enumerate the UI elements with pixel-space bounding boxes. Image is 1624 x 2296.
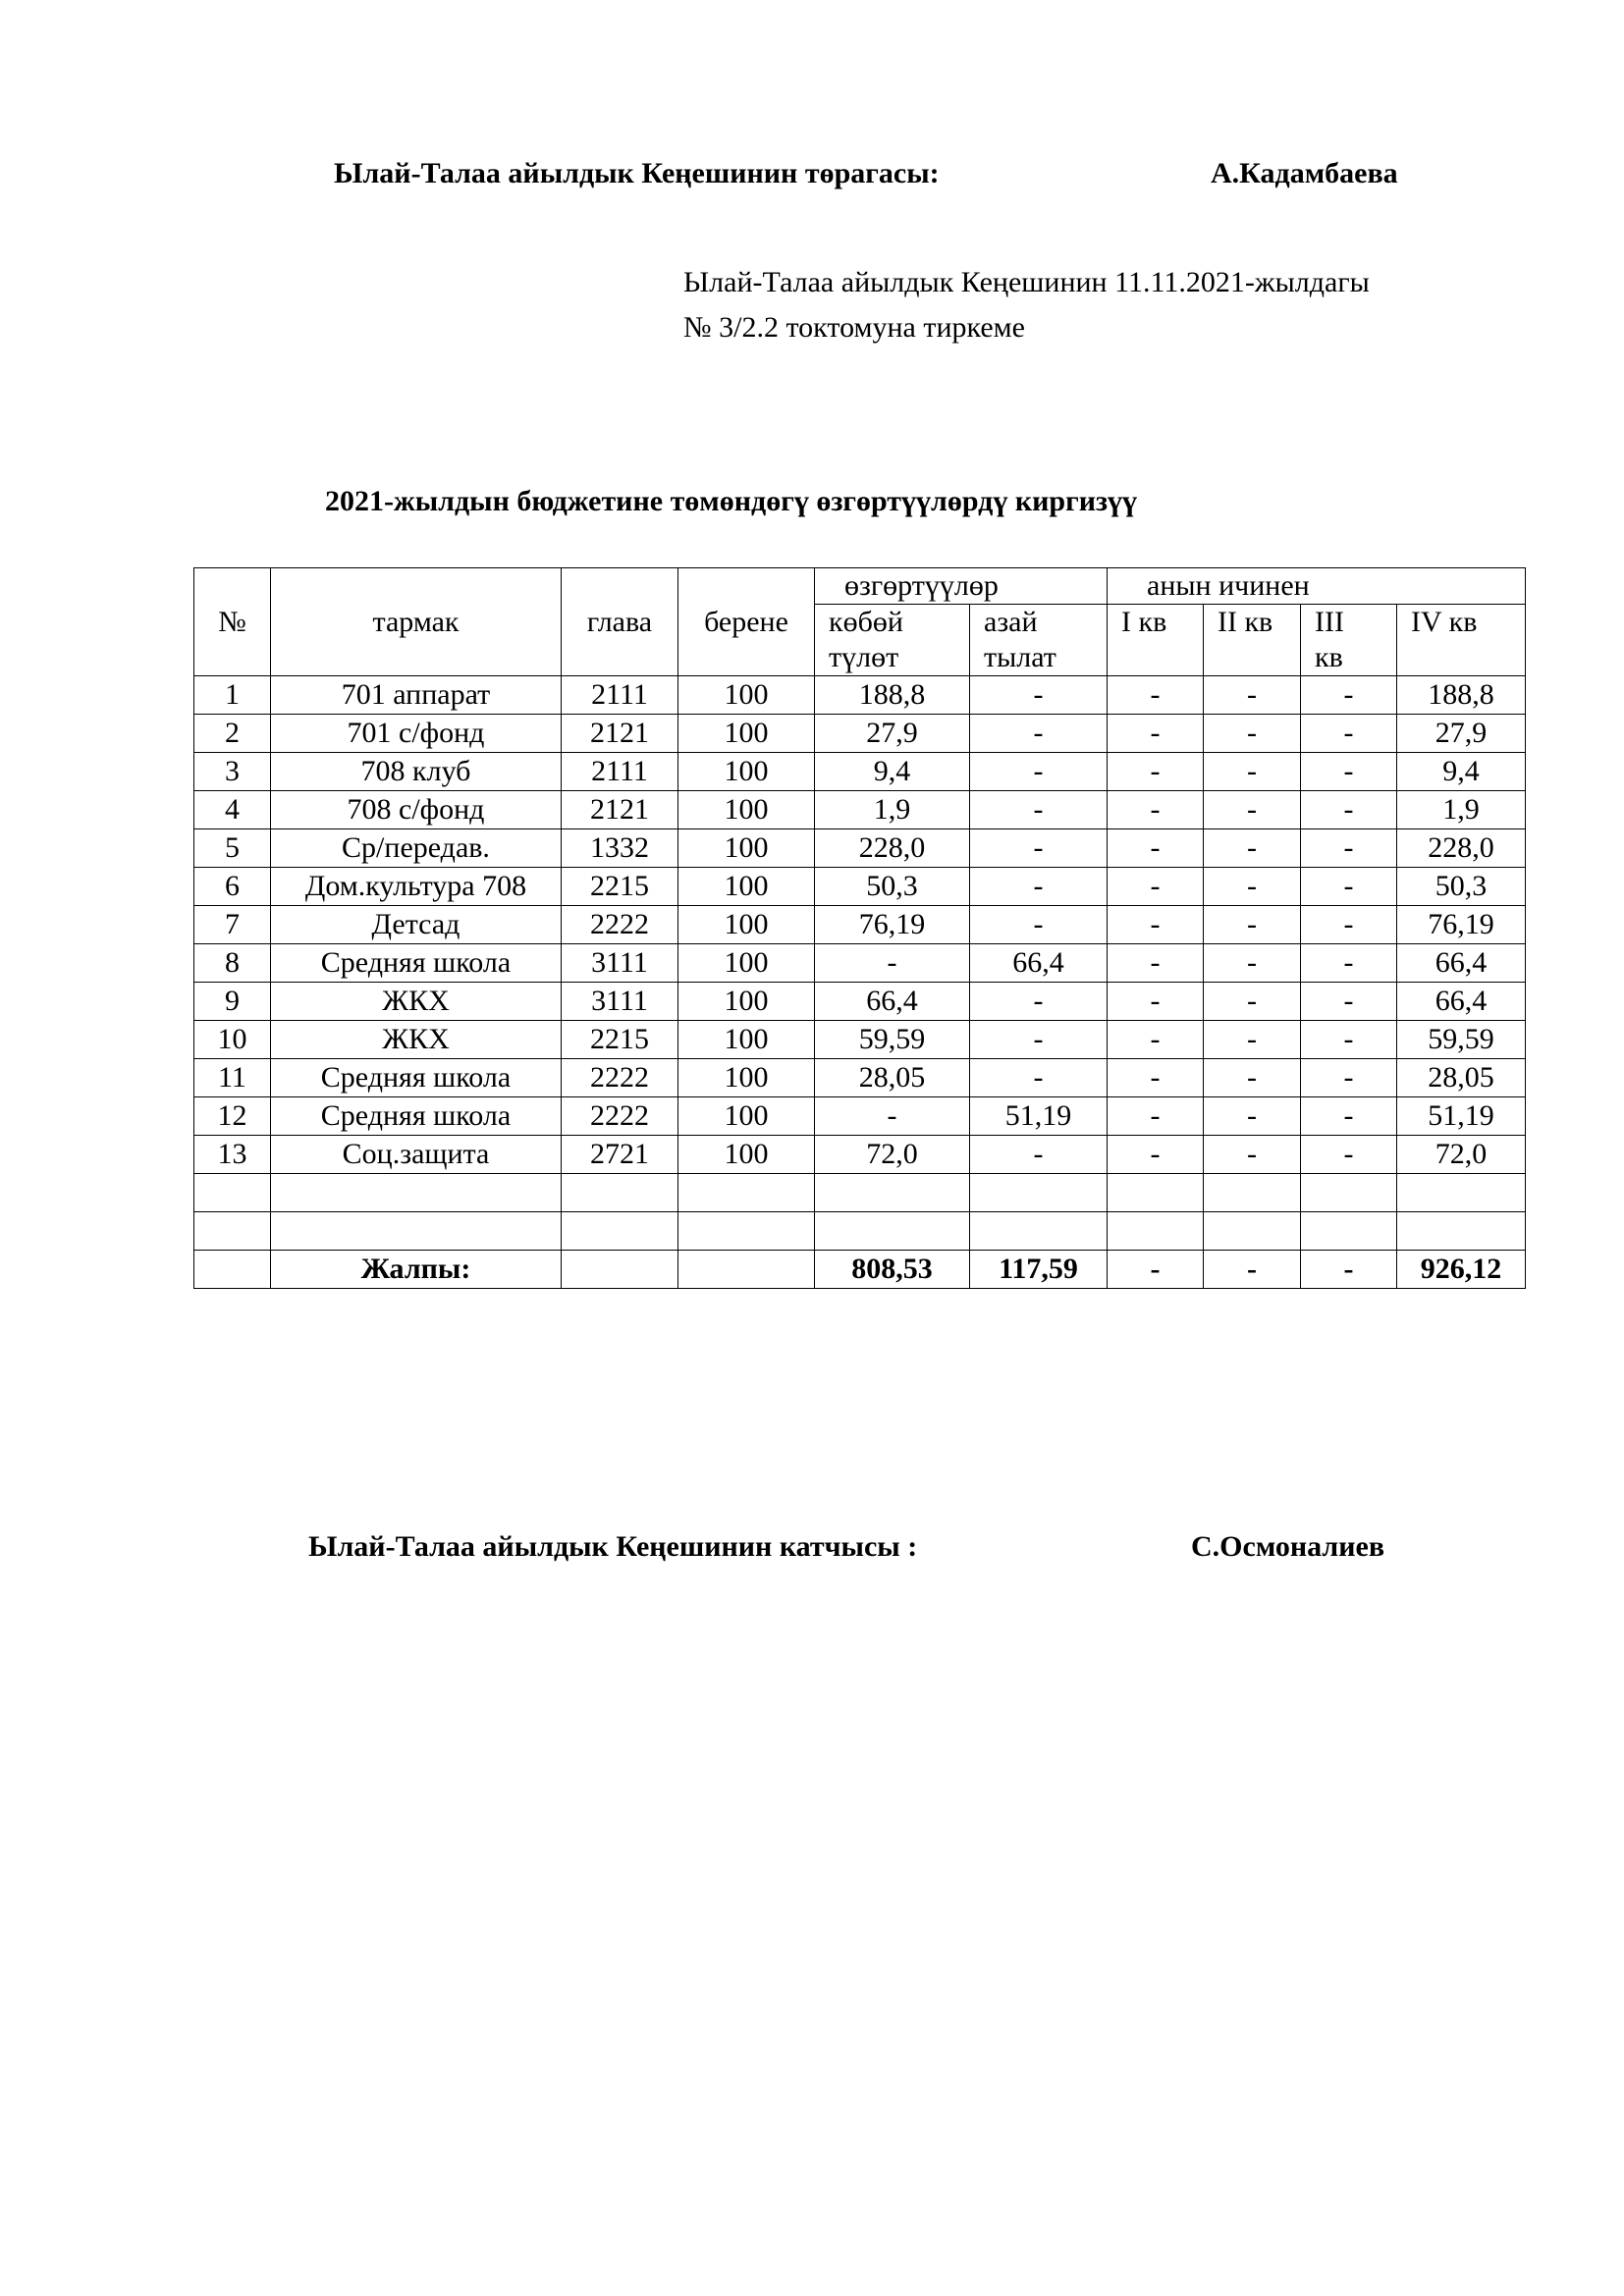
cell-increase: - xyxy=(815,1097,970,1136)
cell-q1: - xyxy=(1108,676,1204,715)
header-chapter: глава xyxy=(562,568,678,676)
cell-num: 10 xyxy=(194,1021,271,1059)
table-row xyxy=(194,944,1526,983)
cell-chapter: 2121 xyxy=(562,715,678,753)
cell-q1: - xyxy=(1108,753,1204,791)
empty-row xyxy=(194,1174,1526,1212)
cell-decrease: - xyxy=(970,791,1108,829)
cell-article: 100 xyxy=(678,1021,815,1059)
cell-increase: 9,4 xyxy=(815,753,970,791)
cell-q1: - xyxy=(1108,1097,1204,1136)
cell-q1: - xyxy=(1108,944,1204,983)
cell-q4: 72,0 xyxy=(1397,1136,1526,1174)
cell-q3: - xyxy=(1301,753,1397,791)
cell-q2: - xyxy=(1204,868,1301,906)
cell-increase: 27,9 xyxy=(815,715,970,753)
total-decrease: 117,59 xyxy=(970,1251,1108,1289)
cell-increase: 228,0 xyxy=(815,829,970,868)
cell-chapter: 2111 xyxy=(562,753,678,791)
cell-chapter: 2121 xyxy=(562,791,678,829)
cell-article: 100 xyxy=(678,944,815,983)
cell-chapter: 1332 xyxy=(562,829,678,868)
cell-q2: - xyxy=(1204,676,1301,715)
cell-branch: Дом.культура 708 xyxy=(271,868,562,906)
cell-num: 6 xyxy=(194,868,271,906)
total-q2: - xyxy=(1204,1251,1301,1289)
header-decrease-line1: азай xyxy=(984,606,1038,638)
cell-q2: - xyxy=(1204,1136,1301,1174)
cell-q4: 28,05 xyxy=(1397,1059,1526,1097)
cell-num: 3 xyxy=(194,753,271,791)
header-article: берене xyxy=(678,568,815,676)
cell-q1: - xyxy=(1108,1136,1204,1174)
header-increase-line2: түлөт xyxy=(829,641,899,673)
cell-increase: 59,59 xyxy=(815,1021,970,1059)
cell-decrease: 66,4 xyxy=(970,944,1108,983)
table-row xyxy=(194,676,1526,715)
cell-article: 100 xyxy=(678,715,815,753)
cell-q2: - xyxy=(1204,906,1301,944)
cell-q1: - xyxy=(1108,715,1204,753)
cell-q4: 50,3 xyxy=(1397,868,1526,906)
total-row xyxy=(194,1251,1526,1289)
cell-article: 100 xyxy=(678,791,815,829)
cell-article: 100 xyxy=(678,753,815,791)
cell-num: 5 xyxy=(194,829,271,868)
budget-changes-table xyxy=(193,567,1526,1289)
cell-increase: 66,4 xyxy=(815,983,970,1021)
cell-chapter: 2111 xyxy=(562,676,678,715)
cell-branch: Детсад xyxy=(271,906,562,944)
chairman-title: Ылай-Талаа айылдык Кеңешинин төрагасы: xyxy=(334,157,940,189)
cell-decrease: 51,19 xyxy=(970,1097,1108,1136)
total-increase: 808,53 xyxy=(815,1251,970,1289)
cell-branch: 701 с/фонд xyxy=(271,715,562,753)
cell-article: 100 xyxy=(678,868,815,906)
header-of-which: анын ичинен xyxy=(1108,568,1526,605)
cell-decrease: - xyxy=(970,715,1108,753)
cell-decrease: - xyxy=(970,1059,1108,1097)
cell-chapter: 3111 xyxy=(562,944,678,983)
cell-q3: - xyxy=(1301,676,1397,715)
cell-branch: Средняя школа xyxy=(271,1059,562,1097)
cell-branch: 708 с/фонд xyxy=(271,791,562,829)
header-decrease xyxy=(970,605,1108,676)
secretary-name: С.Осмоналиев xyxy=(1191,1530,1385,1563)
header-branch: тармак xyxy=(271,568,562,676)
cell-q4: 228,0 xyxy=(1397,829,1526,868)
cell-q3: - xyxy=(1301,944,1397,983)
cell-q1: - xyxy=(1108,868,1204,906)
cell-q2: - xyxy=(1204,1059,1301,1097)
annex-line-2: № 3/2.2 токтомуна тиркеме xyxy=(683,311,1025,344)
annex-line-1: Ылай-Талаа айылдык Кеңешинин 11.11.2021-жылдагы xyxy=(683,266,1370,298)
cell-article: 100 xyxy=(678,1059,815,1097)
cell-q4: 59,59 xyxy=(1397,1021,1526,1059)
header-q4: IV кв xyxy=(1397,605,1526,676)
cell-chapter: 2222 xyxy=(562,1059,678,1097)
cell-decrease: - xyxy=(970,868,1108,906)
table-row xyxy=(194,983,1526,1021)
cell-branch: Соц.защита xyxy=(271,1136,562,1174)
cell-branch: ЖКХ xyxy=(271,1021,562,1059)
cell-branch: Средняя школа xyxy=(271,1097,562,1136)
cell-increase: 50,3 xyxy=(815,868,970,906)
cell-q3: - xyxy=(1301,1097,1397,1136)
total-q3: - xyxy=(1301,1251,1397,1289)
cell-increase: 72,0 xyxy=(815,1136,970,1174)
cell-q4: 1,9 xyxy=(1397,791,1526,829)
table-row xyxy=(194,791,1526,829)
cell-q3: - xyxy=(1301,983,1397,1021)
cell-increase: - xyxy=(815,944,970,983)
cell-branch: ЖКХ xyxy=(271,983,562,1021)
cell-num: 7 xyxy=(194,906,271,944)
cell-q2: - xyxy=(1204,715,1301,753)
cell-article: 100 xyxy=(678,1097,815,1136)
cell-q2: - xyxy=(1204,944,1301,983)
chairman-name: А.Кадамбаева xyxy=(1211,157,1398,189)
secretary-title: Ылай-Талаа айылдык Кеңешинин катчысы : xyxy=(308,1530,918,1563)
table-row xyxy=(194,829,1526,868)
header-changes: өзгөртүүлөр xyxy=(815,568,1108,605)
cell-decrease: - xyxy=(970,983,1108,1021)
cell-chapter: 2215 xyxy=(562,1021,678,1059)
cell-chapter: 2222 xyxy=(562,1097,678,1136)
cell-q3: - xyxy=(1301,1021,1397,1059)
cell-q2: - xyxy=(1204,983,1301,1021)
cell-branch: Средняя школа xyxy=(271,944,562,983)
cell-num: 2 xyxy=(194,715,271,753)
total-q4: 926,12 xyxy=(1397,1251,1526,1289)
cell-q1: - xyxy=(1108,983,1204,1021)
cell-q3: - xyxy=(1301,1059,1397,1097)
cell-chapter: 3111 xyxy=(562,983,678,1021)
cell-article: 100 xyxy=(678,829,815,868)
cell-q1: - xyxy=(1108,1059,1204,1097)
cell-q3: - xyxy=(1301,906,1397,944)
cell-decrease: - xyxy=(970,906,1108,944)
cell-increase: 188,8 xyxy=(815,676,970,715)
table-row xyxy=(194,1059,1526,1097)
cell-increase: 1,9 xyxy=(815,791,970,829)
cell-q2: - xyxy=(1204,791,1301,829)
total-q1: - xyxy=(1108,1251,1204,1289)
table-header-row-1 xyxy=(194,568,1526,605)
table-row xyxy=(194,906,1526,944)
header-increase xyxy=(815,605,970,676)
table-row xyxy=(194,753,1526,791)
table-row xyxy=(194,1021,1526,1059)
cell-num: 13 xyxy=(194,1136,271,1174)
cell-q1: - xyxy=(1108,791,1204,829)
cell-q2: - xyxy=(1204,829,1301,868)
header-decrease-line2: тылат xyxy=(984,641,1056,673)
cell-q4: 66,4 xyxy=(1397,983,1526,1021)
header-increase-line1: көбөй xyxy=(829,606,903,638)
cell-q2: - xyxy=(1204,753,1301,791)
empty-row xyxy=(194,1212,1526,1251)
cell-increase: 76,19 xyxy=(815,906,970,944)
cell-chapter: 2721 xyxy=(562,1136,678,1174)
cell-q4: 27,9 xyxy=(1397,715,1526,753)
cell-num: 8 xyxy=(194,944,271,983)
cell-decrease: - xyxy=(970,829,1108,868)
cell-q3: - xyxy=(1301,791,1397,829)
cell-num: 1 xyxy=(194,676,271,715)
header-q2: II кв xyxy=(1204,605,1301,676)
header-q3-line1: III xyxy=(1315,606,1344,638)
cell-q3: - xyxy=(1301,1136,1397,1174)
cell-q2: - xyxy=(1204,1021,1301,1059)
cell-article: 100 xyxy=(678,676,815,715)
cell-q3: - xyxy=(1301,868,1397,906)
cell-q3: - xyxy=(1301,715,1397,753)
cell-q2: - xyxy=(1204,1097,1301,1136)
cell-decrease: - xyxy=(970,1021,1108,1059)
cell-q3: - xyxy=(1301,829,1397,868)
cell-q1: - xyxy=(1108,1021,1204,1059)
cell-q4: 76,19 xyxy=(1397,906,1526,944)
cell-article: 100 xyxy=(678,906,815,944)
cell-chapter: 2222 xyxy=(562,906,678,944)
cell-decrease: - xyxy=(970,753,1108,791)
header-num: № xyxy=(194,568,271,676)
cell-decrease: - xyxy=(970,1136,1108,1174)
table-row xyxy=(194,868,1526,906)
cell-num: 9 xyxy=(194,983,271,1021)
cell-q1: - xyxy=(1108,829,1204,868)
cell-article: 100 xyxy=(678,983,815,1021)
cell-branch: Ср/передав. xyxy=(271,829,562,868)
document-title: 2021-жылдын бюджетине төмөндөгү өзгөртүүлөрдү киргизүү xyxy=(325,485,1138,517)
table-row xyxy=(194,715,1526,753)
cell-q1: - xyxy=(1108,906,1204,944)
cell-branch: 701 аппарат xyxy=(271,676,562,715)
total-label: Жалпы: xyxy=(271,1251,562,1289)
header-q1: I кв xyxy=(1108,605,1204,676)
cell-increase: 28,05 xyxy=(815,1059,970,1097)
header-q3 xyxy=(1301,605,1397,676)
cell-q4: 66,4 xyxy=(1397,944,1526,983)
cell-q4: 51,19 xyxy=(1397,1097,1526,1136)
table-row xyxy=(194,1136,1526,1174)
cell-num: 12 xyxy=(194,1097,271,1136)
header-q3-line2: кв xyxy=(1315,641,1343,673)
cell-chapter: 2215 xyxy=(562,868,678,906)
cell-q4: 9,4 xyxy=(1397,753,1526,791)
cell-q4: 188,8 xyxy=(1397,676,1526,715)
table-row xyxy=(194,1097,1526,1136)
cell-num: 11 xyxy=(194,1059,271,1097)
cell-branch: 708 клуб xyxy=(271,753,562,791)
cell-num: 4 xyxy=(194,791,271,829)
cell-decrease: - xyxy=(970,676,1108,715)
cell-article: 100 xyxy=(678,1136,815,1174)
